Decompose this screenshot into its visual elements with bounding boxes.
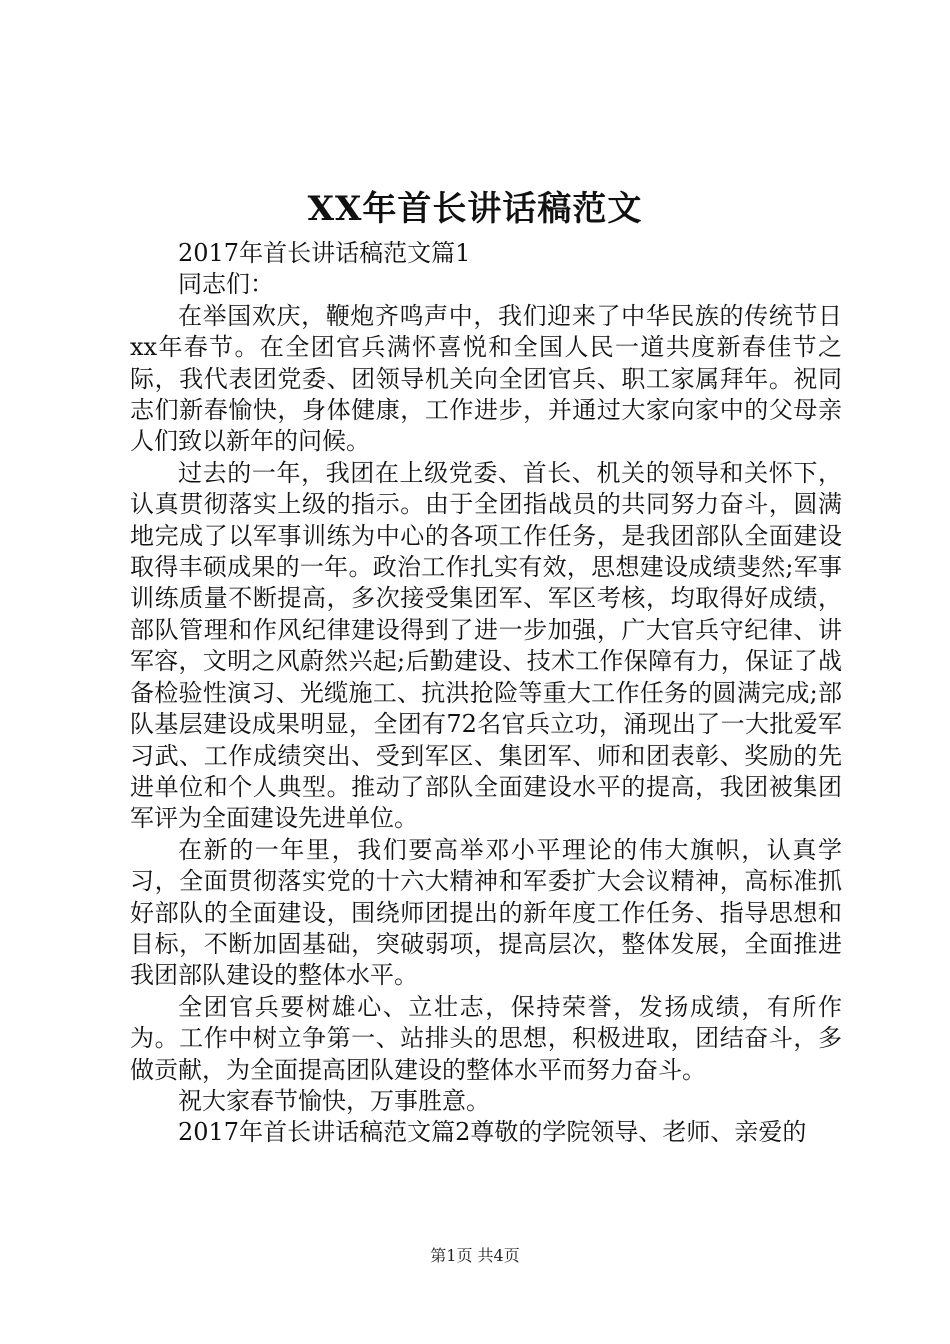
body-paragraph: 过去的一年，我团在上级党委、首长、机关的领导和关怀下，认真贯彻落实上级的指示。由于全团指战员的共同努力奋斗，圆满地完成了以军事训练为中心的各项工作任务，是我团部队全面建设取得丰硕成果的一年。政治工作扎实有效，思想建设成绩斐然;军事训练质量不断提高，多次接受集团军、军区考核，均取得好成绩，部队管理和作风纪律建设得到了进一步加强，广大官兵守纪律、讲军容，文明之风蔚然兴起;后勤建设、技术工作保障有力，保证了战备检验性演习、光缆施工、抗洪抢险等重大工作任务的圆满完成;部队基层建设成果明显，全团有72名官兵立功，涌现出了一大批爱军习武、工作成绩突出、受到军区、集团军、师和团表彰、奖励的先进单位和个人典型。推动了部队全面建设水平的提高，我团被集团军评为全面建设先进单位。 <box>130 458 842 833</box>
page-number-footer: 第1页 共4页 <box>430 1246 520 1265</box>
section-heading: 2017年首长讲话稿范文篇2尊敬的学院领导、老师、亲爱的 <box>178 1118 807 1147</box>
closing-line: 祝大家春节愉快，万事胜意。 <box>178 1086 490 1115</box>
document-body <box>130 238 842 1149</box>
document-title: XX年首长讲话稿范文 <box>307 189 643 229</box>
body-paragraph: 全团官兵要树雄心、立壮志，保持荣誉，发扬成绩，有所作为。工作中树立争第一、站排头的思想，积极进取，团结奋斗，多做贡献，为全面提高团队建设的整体水平而努力奋斗。 <box>130 992 842 1084</box>
salutation: 同志们： <box>178 270 274 299</box>
body-paragraph: 在新的一年里，我们要高举邓小平理论的伟大旗帜，认真学习，全面贯彻落实党的十六大精神和军委扩大会议精神，高标准抓好部队的全面建设，围绕师团提出的新年度工作任务、指导思想和目标，不断加固基础，突破弱项，提高层次，整体发展，全面推进我团部队建设的整体水平。 <box>130 835 842 990</box>
body-paragraph: 在举国欢庆，鞭炮齐鸣声中，我们迎来了中华民族的传统节日xx年春节。在全团官兵满怀喜悦和全国人民一道共度新春佳节之际，我代表团党委、团领导机关向全团官兵、职工家属拜年。祝同志们新春愉快，身体健康，工作进步，并通过大家向家中的父母亲人们致以新年的问候。 <box>130 301 842 456</box>
section-heading: 2017年首长讲话稿范文篇1 <box>178 239 471 267</box>
